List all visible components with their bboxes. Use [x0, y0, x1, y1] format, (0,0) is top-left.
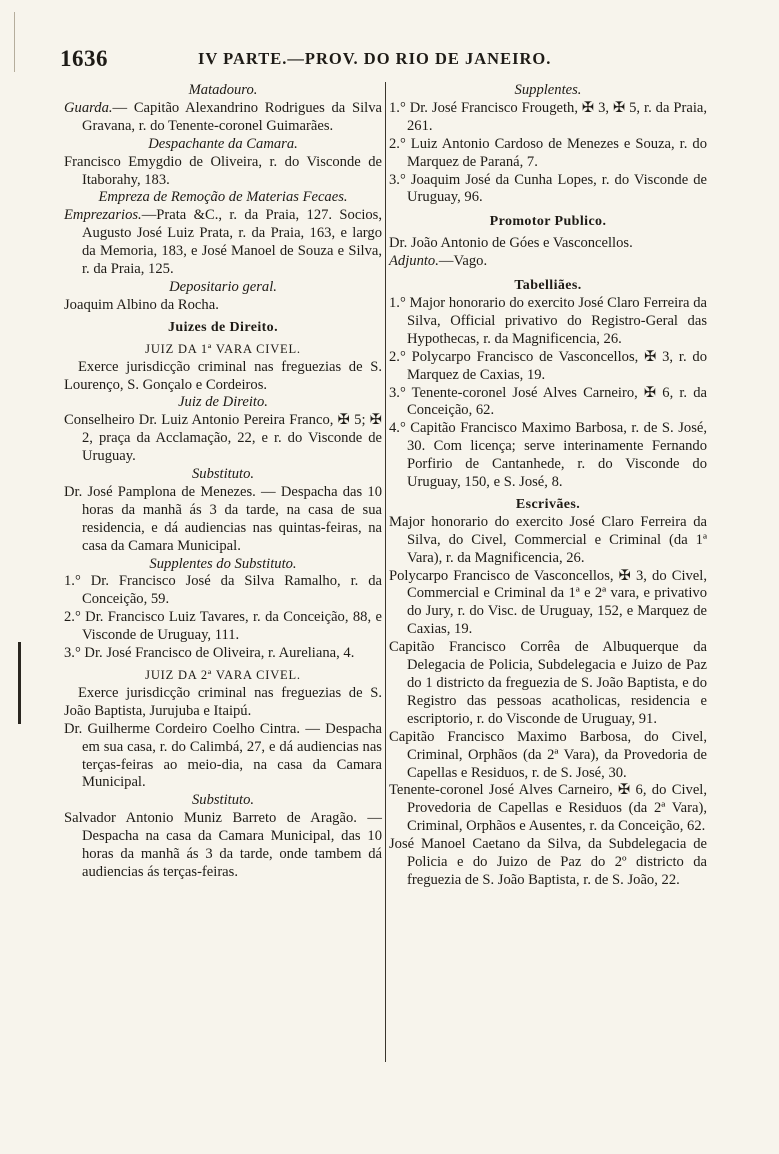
guarda-entry — [64, 100, 382, 136]
juiz2-entry: Dr. Guilherme Cordeiro Coelho Cintra. — Despacha em sua casa, r. do Calimbá, 27, e dá audiencias nas terças-feiras ao meio-dia, na casa da Camara Municipal. — [64, 720, 382, 791]
emprezarios-label: Emprezarios. — [64, 207, 142, 224]
escrivao-5: Tenente-coronel José Alves Carneiro, ✠ 6, do Civel, Provedoria de Capellas e Residuos (da 2ª Vara), Criminal, Orphãos e Ausentes, r. da Conceição, 62. — [389, 782, 707, 835]
supplentes-heading: Supplentes. — [514, 82, 582, 98]
escrivao-4: Capitão Francisco Maximo Barbosa, do Civel, Criminal, Orphãos (da 2ª Vara), da Provedoria de Capellas e Residuos, r. de S. José, 30. — [389, 728, 707, 781]
emprezarios-text: —Prata &C., r. da Praia, 127. Socios, Augusto José Luiz Prata, r. da Praia, 163, e largo da Memoria, 183, e José Manoel de Souza e Silva, r. da Praia, 125. — [82, 207, 382, 278]
supplente-2: 2.° Luiz Antonio Cardoso de Menezes e Souza, r. do Marquez de Paraná, 7. — [389, 135, 707, 170]
vara2-heading: JUIZ DA 2ª VARA CIVEL. — [145, 668, 301, 682]
despachante-heading: Despachante da Camara. — [148, 135, 298, 152]
escrivaes-heading: Escrivães. — [515, 496, 581, 512]
supplente-3: 3.° Joaquim José da Cunha Lopes, r. do Visconde de Uruguay, 96. — [389, 171, 707, 206]
supplente-sub-1: 1.° Dr. Francisco José da Silva Ramalho, r. da Conceição, 59. — [64, 573, 382, 608]
margin-ink-mark — [18, 642, 21, 724]
left-column — [64, 82, 382, 882]
tabelliaes-heading: Tabelliães. — [514, 278, 582, 294]
tabelliao-3: 3.° Tenente-coronel José Alves Carneiro, ✠ 6, r. da Conceição, 62. — [389, 384, 707, 419]
margin-scan-tick — [14, 12, 15, 72]
column-divider — [385, 82, 386, 1062]
promotor-heading: Promotor Publico. — [489, 214, 607, 230]
supplente-sub-3: 3.° Dr. José Francisco de Oliveira, r. Aureliana, 4. — [64, 645, 355, 662]
promotor-entry: Dr. João Antonio de Góes e Vasconcellos. — [389, 235, 633, 252]
guarda-text: — Capitão Alexandrino Rodrigues da Silva Gravana, r. do Tenente-coronel Guimarães. — [82, 99, 382, 134]
substituto2-heading: Substituto. — [191, 792, 255, 809]
juiz-direito-heading: Juiz de Direito. — [178, 394, 268, 411]
escrivao-3: Capitão Francisco Corrêa de Albuquerque da Delegacia de Policia, Subdelegacia e Juizo de Paz do 1 districto da freguezia de S. João Baptista, e do Registro das pessoas acatholicas, residencia e escriptorio, r. do Visconde de Uruguay, 91. — [389, 639, 707, 727]
adjunto-text: —Vago. — [438, 253, 488, 270]
matadouro-heading: Matadouro. — [188, 82, 258, 98]
juizes-heading: Juizes de Direito. — [168, 319, 278, 335]
vara2-text: Exerce jurisdicção criminal nas freguezias de S. João Baptista, Jurujuba e Itaipú. — [64, 684, 382, 719]
substituto1-entry: Dr. José Pamplona de Menezes. — Despacha das 10 horas da manhã ás 3 da tarde, na casa de sua residencia, e dá audiencias nas quintas-feiras, na casa da Camara Municipal. — [64, 483, 382, 554]
supplentes-sub-heading: Supplentes do Substituto. — [149, 555, 297, 572]
adjunto-entry — [389, 253, 707, 271]
empreza-heading: Empreza de Remoção de Materias Fecaes. — [98, 189, 348, 206]
substituto1-heading: Substituto. — [191, 466, 255, 483]
supplente-sub-2: 2.° Dr. Francisco Luiz Tavares, r. da Conceição, 88, e Visconde de Uruguay, 111. — [64, 609, 382, 644]
supplente-1: 1.° Dr. José Francisco Frougeth, ✠ 3, ✠ 5, r. da Praia, 261. — [389, 99, 707, 134]
juiz1-entry: Conselheiro Dr. Luiz Antonio Pereira Franco, ✠ 5; ✠ 2, praça da Acclamação, 22, e r. do Visconde de Uruguay. — [64, 412, 382, 465]
substituto2-entry: Salvador Antonio Muniz Barreto de Aragão. —Despacha na casa da Camara Municipal, das 10 horas da manhã ás 3 da tarde, onde tambem dá audiencias ás terças-feiras. — [64, 810, 382, 880]
page-number: 1636 — [60, 46, 108, 71]
depositario-heading: Depositario geral. — [169, 278, 277, 295]
tabelliao-4: 4.° Capitão Francisco Maximo Barbosa, r. de S. José, 30. Com licença; serve interinamente Fernando Porfirio de Cantanhede, r. do Visconde do Uruguay, 150, e S. José, 8. — [389, 420, 707, 491]
tabelliao-1: 1.° Major honorario do exercito José Claro Ferreira da Silva, Official privativo do Registro-Geral das Hypothecas, r. da Magnificencia, 26. — [389, 294, 707, 347]
page-header — [60, 46, 740, 74]
depositario-entry: Joaquim Albino da Rocha. — [64, 296, 219, 313]
escrivao-6: José Manoel Caetano da Silva, da Subdelegacia de Policia e do Juizo de Paz do 2º districto da freguezia de S. João Baptista, r. de S. João, 22. — [389, 836, 707, 888]
tabelliao-2: 2.° Polycarpo Francisco de Vasconcellos, ✠ 3, r. do Marquez de Caxias, 19. — [389, 348, 707, 383]
despachante-entry: Francisco Emygdio de Oliveira, r. do Visconde de Itaborahy, 183. — [64, 153, 382, 188]
guarda-label: Guarda. — [64, 99, 113, 116]
right-column — [389, 82, 707, 890]
vara1-text: Exerce jurisdicção criminal nas freguezias de S. Lourenço, S. Gonçalo e Cordeiros. — [64, 358, 382, 393]
running-title: IV PARTE.—PROV. DO RIO DE JANEIRO. — [198, 49, 552, 68]
escrivao-2: Polycarpo Francisco de Vasconcellos, ✠ 3, do Civel, Commercial e Criminal da 1ª e 2ª vara, e privativo do Jury, r. do Visc. de Uruguay, 152, e Marquez de Caxias, 19. — [389, 567, 707, 638]
vara1-heading: JUIZ DA 1ª VARA CIVEL. — [145, 341, 301, 356]
escrivao-1: Major honorario do exercito José Claro Ferreira da Silva, do Civel, Commercial e Criminal (da 1ª Vara), r. da Magnificencia, 26. — [389, 513, 707, 566]
emprezarios-entry — [64, 207, 382, 279]
adjunto-label: Adjunto. — [389, 253, 439, 270]
